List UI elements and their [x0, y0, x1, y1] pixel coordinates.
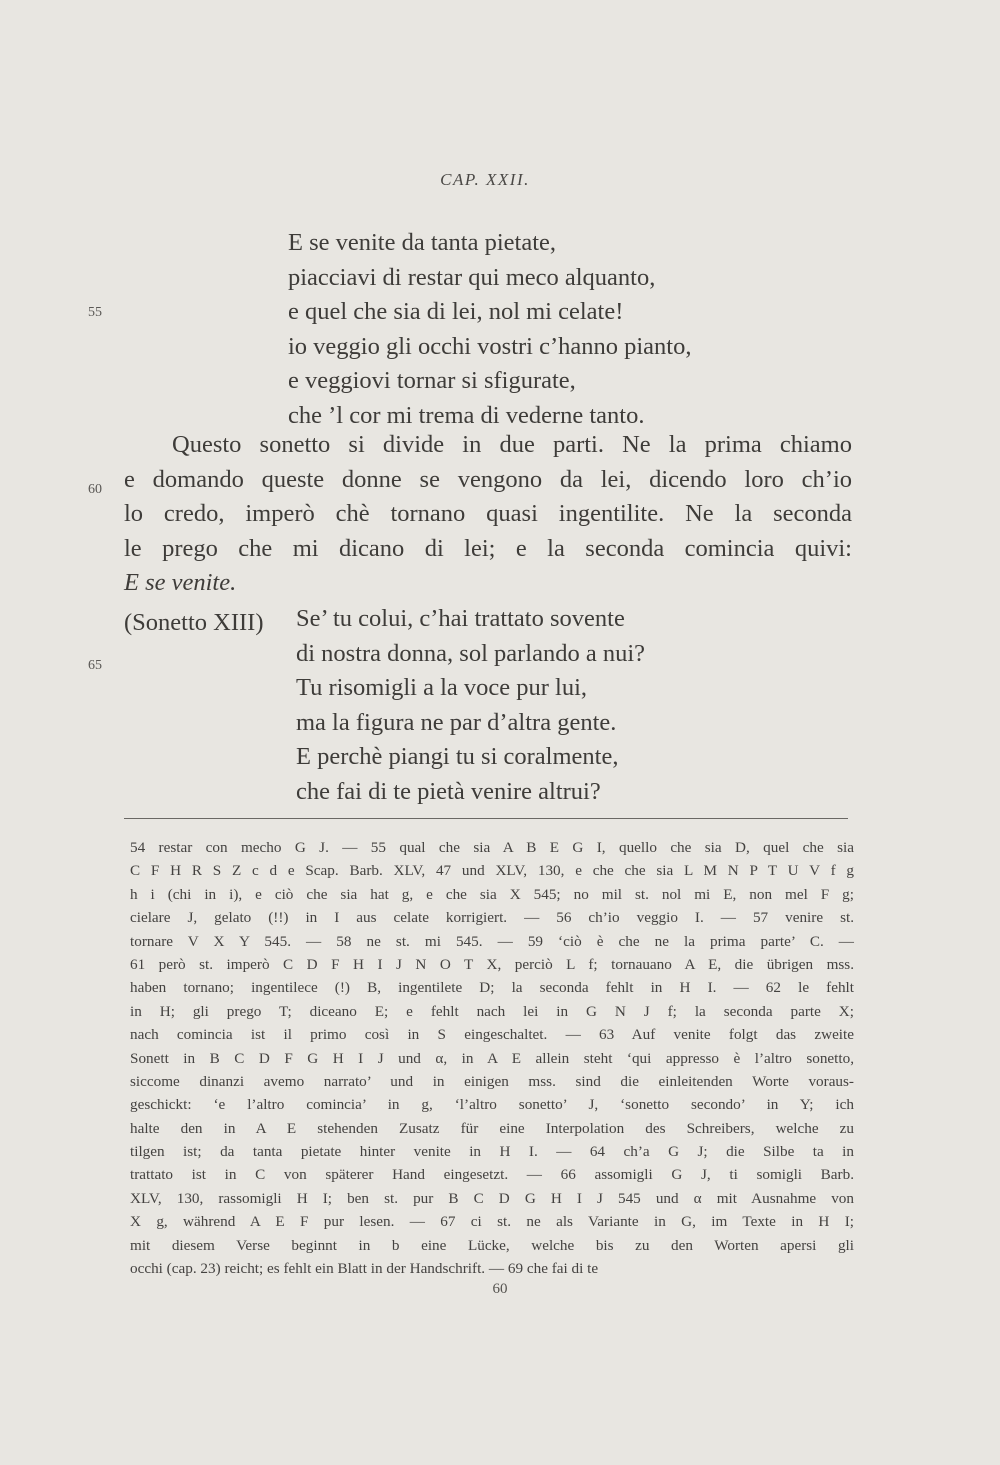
footnote-line: Sonett in B C D F G H I J und α, in A E allein steht ‘qui appresso è l’altro sonetto, — [130, 1049, 854, 1067]
page-number: 60 — [492, 1281, 508, 1297]
verse-block-2 — [296, 602, 645, 809]
prose-line: E se venite. — [124, 569, 237, 596]
footnote-line: tornare V X Y 545. — 58 ne st. mi 545. — 59 ‘ciò è che ne la prima parte’ C. — — [130, 932, 854, 950]
verse-line: di nostra donna, sol parlando a nui? — [296, 639, 646, 667]
footnote-line: haben tornano; ingentilece (!) B, ingentilete D; la seconda fehlt in H I. — 62 le fehlt — [130, 979, 854, 997]
footnote-line: h i (chi in i), e ciò che sia hat g, e che sia X 545; no mil st. nol mi E, non mel F g; — [130, 885, 854, 903]
footnote-line: 54 restar con mecho G J. — 55 qual che sia A B E G I, quello che sia D, quel che sia — [130, 839, 854, 856]
prose-paragraph — [124, 428, 852, 601]
line-number: 65 — [88, 658, 102, 673]
prose-line: lo credo, imperò chè tornano quasi ingentilite. Ne la seconda — [124, 500, 852, 527]
verse-line: ma la figura ne par d’altra gente. — [296, 708, 617, 736]
sonnet-label: (Sonetto XIII) — [124, 609, 264, 636]
footnote-line: trattato ist in C von späterer Hand eingesetzt. — 66 assomigli G J, ti somigli Barb. — [130, 1166, 854, 1184]
footnote-line: mit diesem Verse beginnt in b eine Lücke, welche bis zu den Worten apersi gli — [130, 1236, 854, 1254]
footnote-line: cielare J, gelato (!!) in I aus celate korrigiert. — 56 ch’io veggio I. — 57 venire st. — [130, 909, 854, 927]
footnote-line: nach comincia ist il primo così in S eingeschaltet. — 63 Auf venite folgt das zweite — [130, 1026, 854, 1044]
footnote-divider — [124, 818, 848, 819]
footnote-line: halte den in A E stehenden Zusatz für eine Interpolation des Schreibers, welche zu — [130, 1119, 854, 1137]
critical-apparatus — [130, 836, 854, 1280]
verse-line: Se’ tu colui, c’hai trattato sovente — [296, 605, 625, 632]
verse-line: io veggio gli occhi vostri c’hanno pianto, — [288, 332, 692, 360]
footnote-line: geschickt: ‘e l’altro comincia’ in g, ‘l’altro sonetto’ J, ‘sonetto secondo’ in Y; ich — [130, 1096, 854, 1114]
prose-line: e domando queste donne se vengono da lei, dicendo loro ch’io — [124, 465, 852, 493]
prose-line: le prego che mi dicano di lei; e la seconda comincia quivi: — [124, 534, 852, 562]
verse-line: E se venite da tanta pietate, — [288, 229, 557, 256]
footnote-line: XLV, 130, rassomigli H I; ben st. pur B C D G H I J 545 und α mit Ausnahme von — [130, 1189, 854, 1207]
verse-line: piacciavi di restar qui meco alquanto, — [288, 263, 656, 291]
footnote-line: occhi (cap. 23) reicht; es fehlt ein Blatt in der Handschrift. — 69 che fai di te — [130, 1260, 599, 1278]
footnote-line: C F H R S Z c d e Scap. Barb. XLV, 47 und XLV, 130, e che che sia L M N P T U V f g — [130, 862, 854, 880]
verse-line: e veggiovi tornar si sfigurate, — [288, 367, 576, 394]
verse-line: E perchè piangi tu si coralmente, — [296, 743, 619, 770]
footnote-line: X g, während A E F pur lesen. — 67 ci st. ne als Variante in G, im Texte in H I; — [130, 1213, 854, 1231]
line-number: 55 — [88, 305, 102, 320]
verse-line: e quel che sia di lei, nol mi celate! — [288, 298, 624, 325]
verse-line: che fai di te pietà venire altrui? — [296, 777, 601, 805]
footnote-line: tilgen ist; da tanta pietate hinter venite in H I. — 64 ch’a G J; die Silbe ta in — [130, 1143, 854, 1161]
chapter-header: CAP. XXII. — [440, 170, 530, 189]
verse-line: Tu risomigli a la voce pur lui, — [296, 674, 588, 701]
verse-line: che ’l cor mi trema di vederne tanto. — [288, 401, 645, 429]
footnote-line: 61 però st. imperò C D F H I J N O T X, perciò L f; tornauano A E, die übrigen mss. — [130, 955, 854, 973]
verse-block-1 — [288, 226, 691, 433]
footnote-line: siccome dinanzi avemo narrato’ und in einigen mss. sind die einleitenden Worte voraus- — [130, 1072, 854, 1090]
prose-line: Questo sonetto si divide in due parti. Ne la prima chiamo — [172, 431, 852, 458]
line-number: 60 — [88, 482, 102, 497]
footnote-line: in H; gli prego T; diceano E; e fehlt nach lei in G N J f; la seconda parte X; — [130, 1002, 854, 1020]
